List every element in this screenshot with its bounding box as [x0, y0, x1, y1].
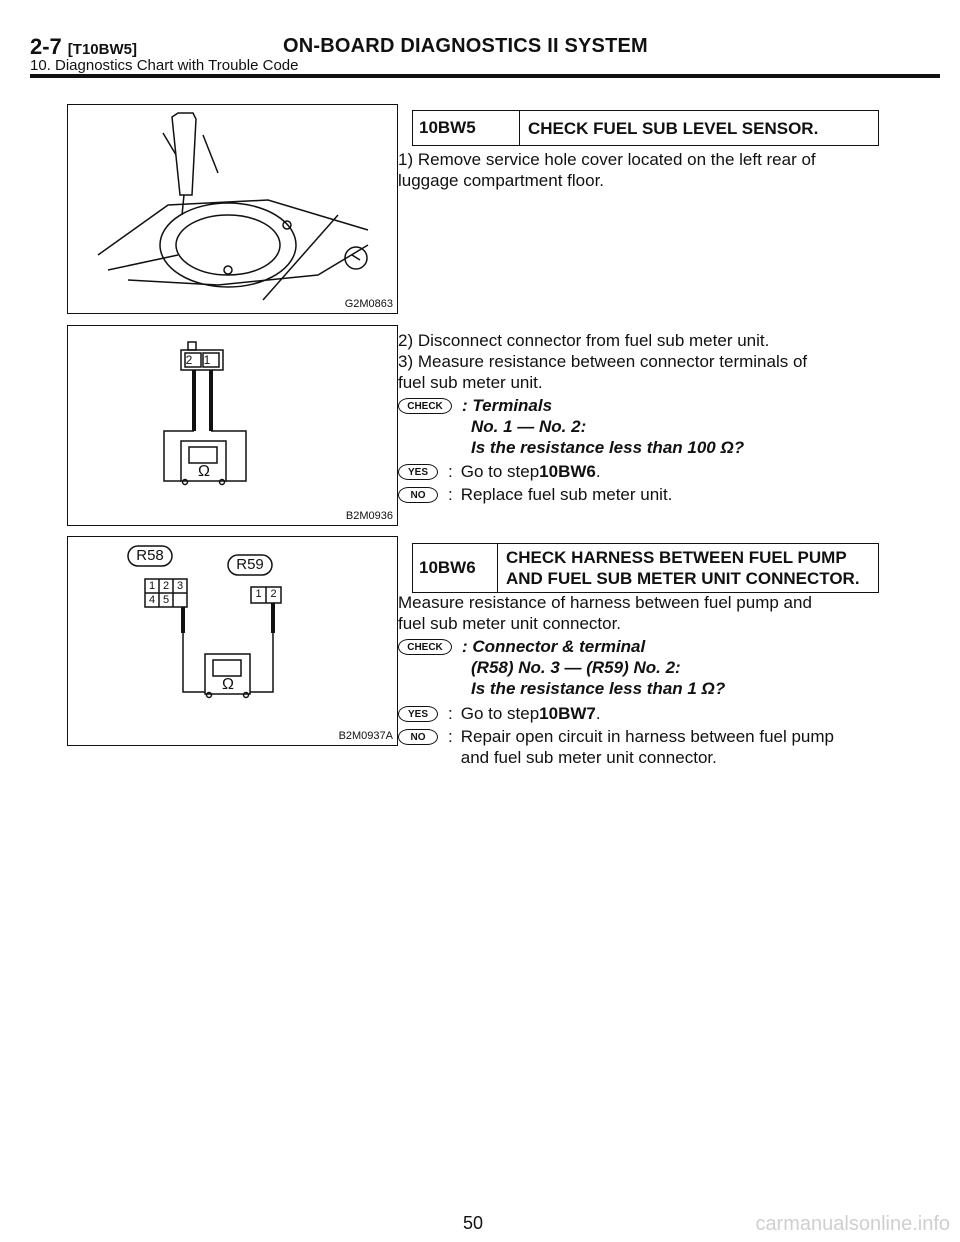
no-text: Replace fuel sub meter unit.: [460, 485, 673, 504]
check-icon: CHECK: [398, 639, 452, 655]
title-line: AND FUEL SUB METER UNIT CONNECTOR.: [506, 569, 860, 588]
step-number: 10BW6: [413, 544, 498, 592]
text-line: 3) Measure resistance between connector terminals of: [398, 352, 808, 371]
yes-text: Go to step: [460, 462, 540, 481]
step1-instruction-1: [398, 149, 918, 191]
page-subtitle: 10. Diagnostics Chart with Trouble Code: [30, 57, 299, 74]
connector-label-r58: R58: [136, 547, 164, 564]
no-text: [461, 726, 834, 768]
pin-label: 2: [162, 580, 170, 592]
figure-id: B2M0936: [345, 510, 393, 522]
step-header-10bw5: [412, 110, 879, 146]
section-code: [T10BW5]: [67, 41, 137, 58]
pin-label: 3: [176, 580, 184, 592]
ohm-symbol: Ω: [222, 676, 234, 693]
figure-id: G2M0863: [344, 298, 393, 310]
pin-label: 2: [270, 588, 277, 600]
figure-harness-measure: [67, 536, 398, 746]
yes-icon: YES: [398, 706, 438, 722]
pin-label: 2: [185, 353, 193, 367]
check-question: Is the resistance less than 1 Ω?: [471, 679, 726, 698]
pin-label: 5: [162, 594, 170, 606]
connector-label-r59: R59: [236, 556, 264, 573]
section-label: 2-7: [30, 34, 62, 59]
yes-text: Go to step: [460, 704, 540, 723]
no-icon: NO: [398, 487, 438, 503]
pin-label: 4: [148, 594, 156, 606]
check-terminals: No. 1 — No. 2:: [471, 417, 587, 436]
step1-no: NO : Replace fuel sub meter unit.: [398, 484, 918, 505]
no-icon: NO: [398, 729, 438, 745]
check-label: : Connector & terminal: [462, 637, 646, 656]
page-title: ON-BOARD DIAGNOSTICS II SYSTEM: [283, 35, 648, 57]
check-terminals: (R58) No. 3 — (R59) No. 2:: [471, 658, 681, 677]
step2-yes: YES : Go to step 10BW7 .: [398, 703, 918, 724]
figure-terminal-measure: [67, 325, 398, 526]
ohm-symbol: Ω: [198, 463, 210, 480]
text-line: Measure resistance of harness between fuel pump and: [398, 593, 812, 612]
text-line: luggage compartment floor.: [398, 171, 605, 190]
step1-yes: YES : Go to step 10BW6 .: [398, 461, 918, 482]
text-line: 1) Remove service hole cover located on the left rear of: [398, 150, 816, 169]
text-line: and fuel sub meter unit connector.: [460, 748, 717, 767]
watermark: carmanualsonline.info: [755, 1213, 950, 1235]
yes-icon: YES: [398, 464, 438, 480]
service-hole-illustration: [68, 105, 397, 313]
step-header-10bw6: [412, 543, 879, 593]
text-line: fuel sub meter unit connector.: [398, 614, 622, 633]
check-icon: CHECK: [398, 398, 452, 414]
step-number: 10BW5: [413, 111, 520, 145]
text-line: Repair open circuit in harness between fuel pump: [460, 727, 835, 746]
terminal-measure-diagram: [68, 326, 397, 525]
page-number: 50: [463, 1213, 484, 1233]
step2-instruction: [398, 592, 918, 634]
check-label: : Terminals: [462, 396, 553, 415]
title-line: CHECK HARNESS BETWEEN FUEL PUMP: [506, 548, 847, 567]
text-line: fuel sub meter unit.: [398, 373, 543, 392]
step2-no: NO : Repair open circuit in harness between fuel pump and fuel sub meter unit connector.: [398, 726, 918, 768]
figure-service-hole: [67, 104, 398, 314]
check-question: Is the resistance less than 100 Ω?: [471, 438, 745, 457]
step2-check: [398, 636, 918, 699]
yes-step-link[interactable]: 10BW7: [539, 704, 596, 723]
step1-check: [398, 395, 918, 458]
figure-id: B2M0937A: [338, 730, 393, 742]
step-title: [498, 544, 868, 592]
pin-label: 1: [148, 580, 156, 592]
pin-label: 1: [255, 588, 262, 600]
yes-step-link[interactable]: 10BW6: [539, 462, 596, 481]
header-rule: [30, 74, 940, 78]
text-line: 2) Disconnect connector from fuel sub meter unit.: [398, 331, 770, 350]
step1-instruction-2: [398, 330, 918, 393]
pin-label: 1: [203, 353, 211, 367]
step-title: CHECK FUEL SUB LEVEL SENSOR.: [528, 118, 819, 138]
